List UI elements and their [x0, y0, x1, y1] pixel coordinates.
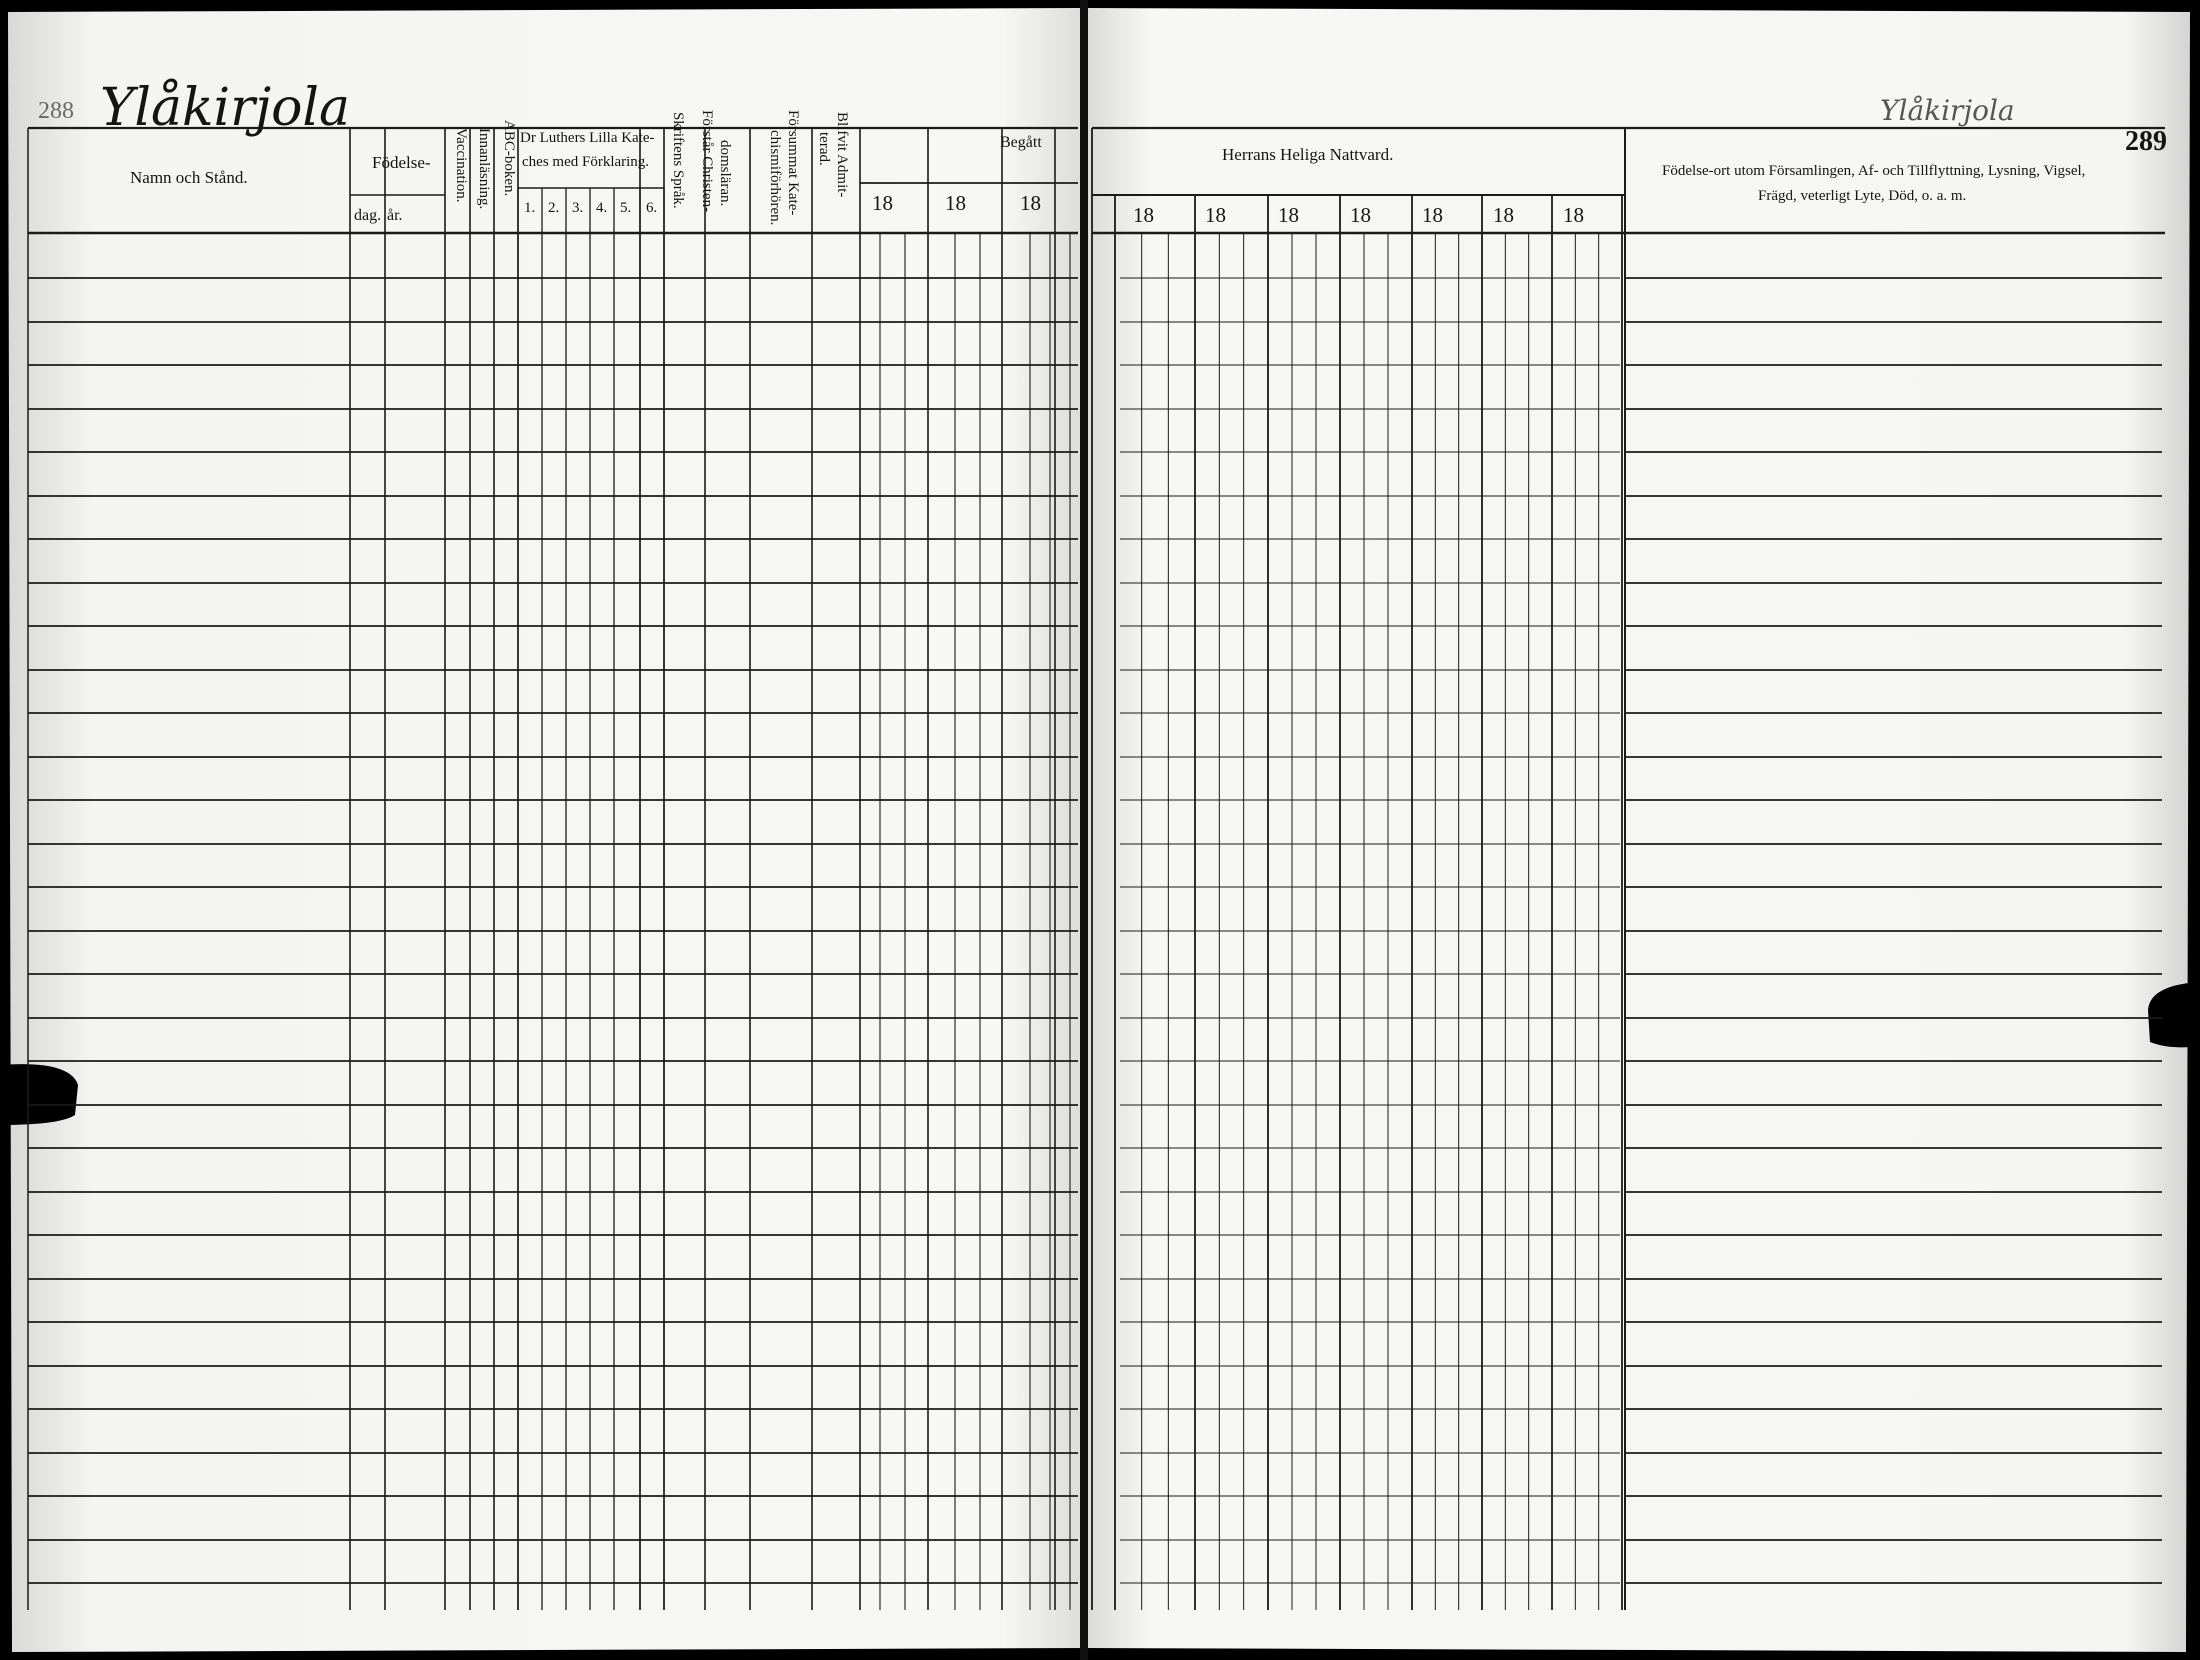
communion-year-2: 18 [1205, 203, 1226, 227]
catechism-part-2: 2. [548, 200, 560, 216]
column-header-catechism-line1: Dr Luthers Lilla Kate- [520, 130, 655, 146]
column-header-christian-doctrine-2: domsläran. [717, 140, 733, 207]
page-number-left: 288 [38, 98, 74, 124]
communion-year-6: 18 [1493, 203, 1514, 227]
attended-year-3: 18 [1020, 191, 1041, 215]
column-header-birth: Födelse- [372, 153, 431, 172]
communion-year-7: 18 [1563, 203, 1584, 227]
column-header-admitted-2: terad. [816, 132, 832, 166]
attended-year-1: 18 [872, 191, 893, 215]
page-number-right: 289 [2125, 126, 2167, 157]
catechism-part-3: 3. [572, 200, 584, 216]
column-header-name: Namn och Stånd. [130, 168, 248, 187]
book-gutter [1080, 0, 1088, 1660]
column-header-scripture: Skriftens Språk. [670, 112, 686, 209]
catechism-part-5: 5. [620, 200, 632, 216]
binding-tab-left [0, 1064, 78, 1125]
communion-year-3: 18 [1278, 203, 1299, 227]
handwritten-parish-title: Ylåkirjola [100, 78, 351, 138]
attended-year-2: 18 [945, 191, 966, 215]
left-page [8, 8, 1085, 1652]
column-header-christian-doctrine-1: Förstår Christen- [699, 110, 715, 213]
column-header-birth-year: år. [387, 207, 403, 224]
column-header-admitted-1: Blifvit Admit- [834, 112, 850, 198]
catechism-part-6: 6. [646, 200, 658, 216]
column-header-catechism-line2: ches med Förklaring. [522, 154, 650, 170]
communion-year-5: 18 [1422, 203, 1443, 227]
column-header-communion: Herrans Heliga Nattvard. [1222, 145, 1394, 164]
column-header-abc-book: ABC-boken. [501, 120, 517, 197]
column-header-neglected-2: chismiförhören. [767, 130, 783, 226]
column-header-birth-day: dag. [354, 207, 382, 224]
right-corner-bleedthrough: Ylåkirjola [1880, 94, 2015, 127]
communion-year-4: 18 [1350, 203, 1371, 227]
column-header-remarks-line2: Frägd, veterligt Lyte, Död, o. a. m. [1758, 188, 1967, 204]
column-header-remarks-line1: Födelse-ort utom Församlingen, Af- och Tillflyttning, Lysning, Vigsel, [1662, 163, 2086, 179]
communion-year-1: 18 [1133, 203, 1154, 227]
column-header-attended: Begått [1000, 134, 1042, 151]
catechism-part-4: 4. [596, 200, 608, 216]
right-page [1086, 8, 2190, 1652]
column-header-vaccination: Vaccination. [453, 128, 469, 203]
column-header-reading: Innanläsning. [476, 128, 492, 210]
column-header-neglected-1: Försummat Kate- [785, 110, 801, 216]
catechism-part-1: 1. [524, 200, 536, 216]
